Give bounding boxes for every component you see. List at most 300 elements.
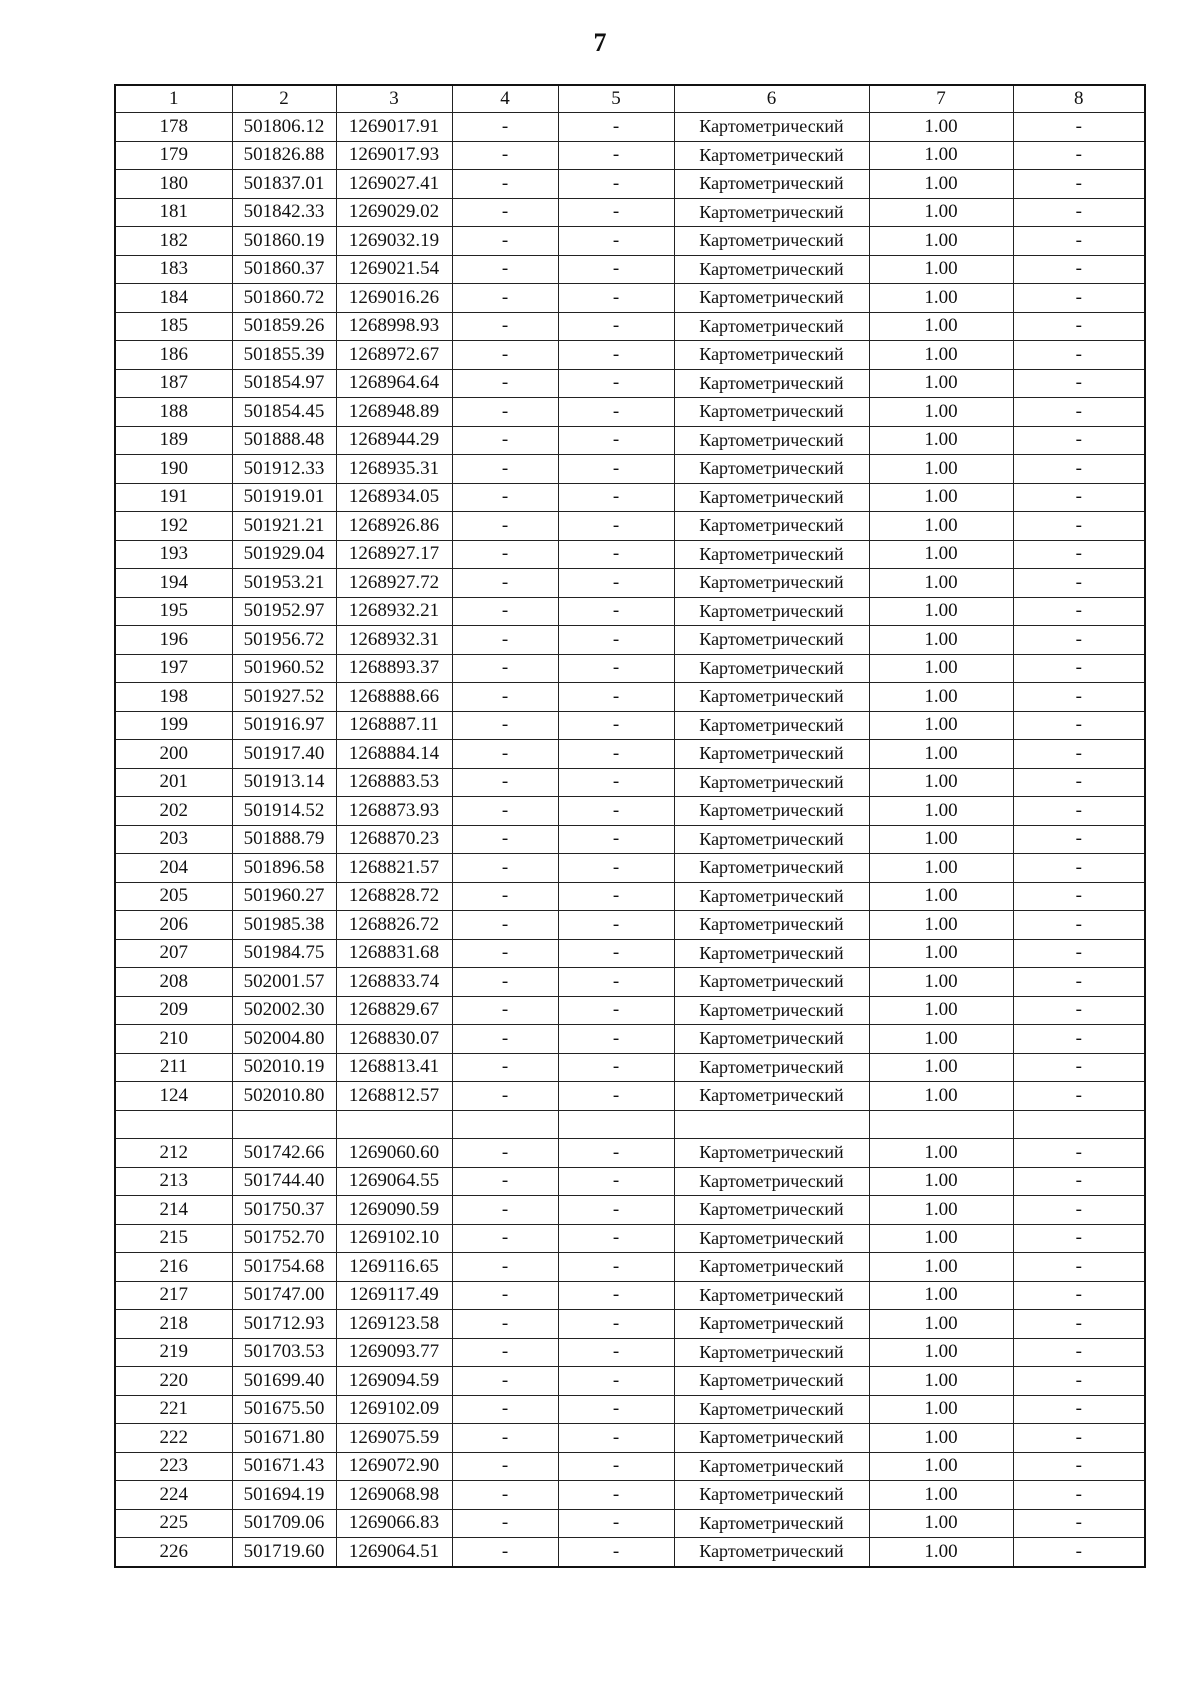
col8-cell: - [1013,711,1145,740]
table-row [115,455,1145,484]
accuracy-cell: 1.00 [869,654,1013,683]
col4-cell: - [452,1367,558,1396]
col5-cell: - [558,768,674,797]
col4-cell: - [452,1395,558,1424]
y-coordinate-cell: 1268888.66 [336,683,452,712]
x-coordinate-cell: 501888.79 [232,825,336,854]
col8-cell: - [1013,1281,1145,1310]
table-body [115,113,1145,1567]
accuracy-cell: 1.00 [869,369,1013,398]
y-coordinate-cell [336,1110,452,1139]
col4-cell: - [452,1424,558,1453]
method-cell: Картометрический [674,255,869,284]
col4-cell: - [452,540,558,569]
col4-cell: - [452,1509,558,1538]
point-number-cell: 183 [115,255,232,284]
accuracy-cell: 1.00 [869,911,1013,940]
y-coordinate-cell: 1268972.67 [336,341,452,370]
col4-cell: - [452,1310,558,1339]
col5-cell: - [558,369,674,398]
method-cell: Картометрический [674,426,869,455]
col5-cell: - [558,284,674,313]
col8-cell: - [1013,1139,1145,1168]
col5-cell: - [558,1281,674,1310]
accuracy-cell: 1.00 [869,825,1013,854]
col5-cell: - [558,1196,674,1225]
table-row [115,141,1145,170]
method-cell: Картометрический [674,1224,869,1253]
accuracy-cell: 1.00 [869,227,1013,256]
col5-cell: - [558,398,674,427]
method-cell: Картометрический [674,1082,869,1111]
col5-cell: - [558,141,674,170]
col8-cell: - [1013,483,1145,512]
col5-cell: - [558,1338,674,1367]
x-coordinate-cell: 502010.80 [232,1082,336,1111]
method-cell: Картометрический [674,626,869,655]
accuracy-cell: 1.00 [869,996,1013,1025]
x-coordinate-cell: 501854.97 [232,369,336,398]
col8-cell: - [1013,740,1145,769]
table-row [115,1367,1145,1396]
y-coordinate-cell: 1268883.53 [336,768,452,797]
table-row [115,312,1145,341]
col5-cell: - [558,1253,674,1282]
table-row [115,1452,1145,1481]
table-row [115,1110,1145,1139]
point-number-cell: 207 [115,939,232,968]
point-number-cell: 216 [115,1253,232,1282]
y-coordinate-cell: 1268998.93 [336,312,452,341]
accuracy-cell: 1.00 [869,1025,1013,1054]
table-row [115,1025,1145,1054]
table-row [115,1310,1145,1339]
method-cell: Картометрический [674,768,869,797]
table-row [115,569,1145,598]
x-coordinate-cell: 501826.88 [232,141,336,170]
col4-cell: - [452,198,558,227]
accuracy-cell: 1.00 [869,740,1013,769]
col5-cell: - [558,654,674,683]
y-coordinate-cell: 1269068.98 [336,1481,452,1510]
col4-cell: - [452,654,558,683]
col4-cell: - [452,768,558,797]
col5-cell: - [558,540,674,569]
col4-cell: - [452,1025,558,1054]
col8-cell: - [1013,825,1145,854]
x-coordinate-cell: 501860.72 [232,284,336,313]
col8-cell: - [1013,198,1145,227]
col4-cell: - [452,170,558,199]
method-cell: Картометрический [674,1053,869,1082]
col5-cell: - [558,825,674,854]
accuracy-cell: 1.00 [869,1367,1013,1396]
col4-cell: - [452,512,558,541]
accuracy-cell: 1.00 [869,284,1013,313]
col4-cell: - [452,1281,558,1310]
y-coordinate-cell: 1268934.05 [336,483,452,512]
y-coordinate-cell: 1268833.74 [336,968,452,997]
point-number-cell: 208 [115,968,232,997]
point-number-cell: 226 [115,1538,232,1567]
point-number-cell: 186 [115,341,232,370]
col5-cell: - [558,512,674,541]
col5-cell: - [558,1167,674,1196]
accuracy-cell: 1.00 [869,1538,1013,1567]
header-cell: 3 [336,85,452,113]
col8-cell: - [1013,968,1145,997]
y-coordinate-cell: 1269075.59 [336,1424,452,1453]
x-coordinate-cell: 501703.53 [232,1338,336,1367]
col8-cell: - [1013,854,1145,883]
col8-cell: - [1013,1253,1145,1282]
method-cell: Картометрический [674,797,869,826]
col4-cell [452,1110,558,1139]
col8-cell: - [1013,141,1145,170]
col8-cell [1013,1110,1145,1139]
col8-cell: - [1013,1395,1145,1424]
y-coordinate-cell: 1268926.86 [336,512,452,541]
point-number-cell: 210 [115,1025,232,1054]
point-number-cell: 178 [115,113,232,142]
accuracy-cell: 1.00 [869,939,1013,968]
accuracy-cell: 1.00 [869,141,1013,170]
col5-cell: - [558,996,674,1025]
col8-cell: - [1013,797,1145,826]
point-number-cell: 189 [115,426,232,455]
col5-cell: - [558,1424,674,1453]
col5-cell: - [558,882,674,911]
x-coordinate-cell: 501952.97 [232,597,336,626]
col8-cell: - [1013,1509,1145,1538]
table-row [115,284,1145,313]
col4-cell: - [452,1538,558,1567]
col5-cell: - [558,1025,674,1054]
x-coordinate-cell: 502004.80 [232,1025,336,1054]
accuracy-cell: 1.00 [869,1424,1013,1453]
point-number-cell [115,1110,232,1139]
point-number-cell: 190 [115,455,232,484]
col8-cell: - [1013,939,1145,968]
accuracy-cell: 1.00 [869,483,1013,512]
col8-cell: - [1013,426,1145,455]
method-cell: Картометрический [674,312,869,341]
point-number-cell: 184 [115,284,232,313]
col4-cell: - [452,968,558,997]
y-coordinate-cell: 1268813.41 [336,1053,452,1082]
y-coordinate-cell: 1269093.77 [336,1338,452,1367]
accuracy-cell: 1.00 [869,170,1013,199]
accuracy-cell: 1.00 [869,198,1013,227]
col4-cell: - [452,369,558,398]
col8-cell: - [1013,1538,1145,1567]
method-cell: Картометрический [674,113,869,142]
table-row [115,939,1145,968]
col5-cell: - [558,312,674,341]
coordinates-table [114,84,1146,1568]
method-cell: Картометрический [674,740,869,769]
method-cell: Картометрический [674,512,869,541]
point-number-cell: 200 [115,740,232,769]
point-number-cell: 202 [115,797,232,826]
col8-cell: - [1013,1082,1145,1111]
table-row [115,398,1145,427]
accuracy-cell: 1.00 [869,1167,1013,1196]
table-row [115,1424,1145,1453]
method-cell: Картометрический [674,854,869,883]
col8-cell: - [1013,284,1145,313]
accuracy-cell: 1.00 [869,1082,1013,1111]
y-coordinate-cell: 1268887.11 [336,711,452,740]
accuracy-cell: 1.00 [869,597,1013,626]
point-number-cell: 182 [115,227,232,256]
x-coordinate-cell: 501712.93 [232,1310,336,1339]
point-number-cell: 194 [115,569,232,598]
accuracy-cell: 1.00 [869,854,1013,883]
method-cell: Картометрический [674,341,869,370]
y-coordinate-cell: 1269066.83 [336,1509,452,1538]
method-cell: Картометрический [674,483,869,512]
col8-cell: - [1013,1452,1145,1481]
x-coordinate-cell: 501960.52 [232,654,336,683]
header-cell: 6 [674,85,869,113]
col5-cell: - [558,198,674,227]
y-coordinate-cell: 1268964.64 [336,369,452,398]
table-row [115,369,1145,398]
col4-cell: - [452,426,558,455]
col5-cell: - [558,626,674,655]
x-coordinate-cell: 501671.43 [232,1452,336,1481]
table-row [115,1082,1145,1111]
method-cell: Картометрический [674,455,869,484]
col4-cell: - [452,1053,558,1082]
col5-cell [558,1110,674,1139]
col4-cell: - [452,1224,558,1253]
method-cell: Картометрический [674,683,869,712]
accuracy-cell: 1.00 [869,1310,1013,1339]
x-coordinate-cell: 501860.19 [232,227,336,256]
col8-cell: - [1013,882,1145,911]
col8-cell: - [1013,113,1145,142]
table-row [115,768,1145,797]
x-coordinate-cell: 501953.21 [232,569,336,598]
method-cell: Картометрический [674,654,869,683]
x-coordinate-cell: 501921.21 [232,512,336,541]
col5-cell: - [558,170,674,199]
accuracy-cell: 1.00 [869,1253,1013,1282]
accuracy-cell: 1.00 [869,768,1013,797]
col8-cell: - [1013,312,1145,341]
col4-cell: - [452,740,558,769]
y-coordinate-cell: 1268927.72 [336,569,452,598]
point-number-cell: 221 [115,1395,232,1424]
col8-cell: - [1013,1424,1145,1453]
y-coordinate-cell: 1269021.54 [336,255,452,284]
x-coordinate-cell: 502001.57 [232,968,336,997]
col5-cell: - [558,227,674,256]
y-coordinate-cell: 1269027.41 [336,170,452,199]
accuracy-cell: 1.00 [869,1338,1013,1367]
col8-cell: - [1013,1338,1145,1367]
point-number-cell: 185 [115,312,232,341]
y-coordinate-cell: 1268831.68 [336,939,452,968]
col5-cell: - [558,1538,674,1567]
col4-cell: - [452,1338,558,1367]
table-header-row [115,85,1145,113]
method-cell: Картометрический [674,141,869,170]
method-cell: Картометрический [674,1481,869,1510]
table-row [115,711,1145,740]
table-row [115,1224,1145,1253]
y-coordinate-cell: 1268932.31 [336,626,452,655]
col4-cell: - [452,455,558,484]
x-coordinate-cell: 501837.01 [232,170,336,199]
x-coordinate-cell: 501750.37 [232,1196,336,1225]
method-cell: Картометрический [674,1452,869,1481]
method-cell: Картометрический [674,1139,869,1168]
point-number-cell: 203 [115,825,232,854]
method-cell: Картометрический [674,170,869,199]
col4-cell: - [452,284,558,313]
table-row [115,1538,1145,1567]
y-coordinate-cell: 1269117.49 [336,1281,452,1310]
point-number-cell: 195 [115,597,232,626]
method-cell: Картометрический [674,1509,869,1538]
accuracy-cell: 1.00 [869,455,1013,484]
table-row [115,483,1145,512]
col8-cell: - [1013,1224,1145,1253]
accuracy-cell: 1.00 [869,255,1013,284]
col4-cell: - [452,911,558,940]
col8-cell: - [1013,626,1145,655]
col4-cell: - [452,1253,558,1282]
point-number-cell: 193 [115,540,232,569]
x-coordinate-cell: 501671.80 [232,1424,336,1453]
accuracy-cell: 1.00 [869,683,1013,712]
x-coordinate-cell: 501956.72 [232,626,336,655]
point-number-cell: 213 [115,1167,232,1196]
accuracy-cell: 1.00 [869,398,1013,427]
x-coordinate-cell: 501896.58 [232,854,336,883]
method-cell: Картометрический [674,911,869,940]
col4-cell: - [452,312,558,341]
method-cell: Картометрический [674,1367,869,1396]
col8-cell: - [1013,255,1145,284]
accuracy-cell: 1.00 [869,1281,1013,1310]
col4-cell: - [452,825,558,854]
point-number-cell: 205 [115,882,232,911]
x-coordinate-cell: 502002.30 [232,996,336,1025]
col5-cell: - [558,1367,674,1396]
table-row [115,1053,1145,1082]
header-cell: 5 [558,85,674,113]
col8-cell: - [1013,455,1145,484]
col4-cell: - [452,483,558,512]
col5-cell: - [558,255,674,284]
col4-cell: - [452,1481,558,1510]
accuracy-cell: 1.00 [869,626,1013,655]
y-coordinate-cell: 1268829.67 [336,996,452,1025]
point-number-cell: 224 [115,1481,232,1510]
col5-cell: - [558,1224,674,1253]
point-number-cell: 217 [115,1281,232,1310]
point-number-cell: 214 [115,1196,232,1225]
x-coordinate-cell: 501888.48 [232,426,336,455]
col5-cell: - [558,455,674,484]
x-coordinate-cell: 501742.66 [232,1139,336,1168]
y-coordinate-cell: 1268828.72 [336,882,452,911]
col8-cell: - [1013,1196,1145,1225]
point-number-cell: 225 [115,1509,232,1538]
col8-cell: - [1013,768,1145,797]
page-number: 7 [593,28,607,57]
col4-cell: - [452,626,558,655]
accuracy-cell: 1.00 [869,1452,1013,1481]
method-cell: Картометрический [674,227,869,256]
y-coordinate-cell: 1269017.91 [336,113,452,142]
accuracy-cell: 1.00 [869,113,1013,142]
col8-cell: - [1013,1481,1145,1510]
col8-cell: - [1013,227,1145,256]
x-coordinate-cell: 502010.19 [232,1053,336,1082]
accuracy-cell: 1.00 [869,1224,1013,1253]
col8-cell: - [1013,1310,1145,1339]
accuracy-cell: 1.00 [869,1509,1013,1538]
col4-cell: - [452,255,558,284]
y-coordinate-cell: 1268893.37 [336,654,452,683]
y-coordinate-cell: 1268935.31 [336,455,452,484]
table-row [115,597,1145,626]
col5-cell: - [558,683,674,712]
col5-cell: - [558,1139,674,1168]
table-row [115,1167,1145,1196]
method-cell: Картометрический [674,1196,869,1225]
col5-cell: - [558,1452,674,1481]
accuracy-cell: 1.00 [869,1053,1013,1082]
method-cell: Картометрический [674,369,869,398]
y-coordinate-cell: 1269094.59 [336,1367,452,1396]
header-cell: 2 [232,85,336,113]
y-coordinate-cell: 1268944.29 [336,426,452,455]
table-row [115,1139,1145,1168]
table-row [115,968,1145,997]
point-number-cell: 209 [115,996,232,1025]
point-number-cell: 196 [115,626,232,655]
col5-cell: - [558,483,674,512]
col5-cell: - [558,911,674,940]
x-coordinate-cell: 501913.14 [232,768,336,797]
point-number-cell: 204 [115,854,232,883]
col4-cell: - [452,683,558,712]
method-cell: Картометрический [674,398,869,427]
table-row [115,198,1145,227]
table-row [115,426,1145,455]
table-row [115,683,1145,712]
table-row [115,540,1145,569]
x-coordinate-cell: 501914.52 [232,797,336,826]
col4-cell: - [452,113,558,142]
table-row [115,654,1145,683]
point-number-cell: 201 [115,768,232,797]
x-coordinate-cell: 501855.39 [232,341,336,370]
point-number-cell: 181 [115,198,232,227]
x-coordinate-cell: 501912.33 [232,455,336,484]
accuracy-cell: 1.00 [869,797,1013,826]
accuracy-cell: 1.00 [869,1395,1013,1424]
method-cell: Картометрический [674,1281,869,1310]
y-coordinate-cell: 1268826.72 [336,911,452,940]
x-coordinate-cell: 501927.52 [232,683,336,712]
